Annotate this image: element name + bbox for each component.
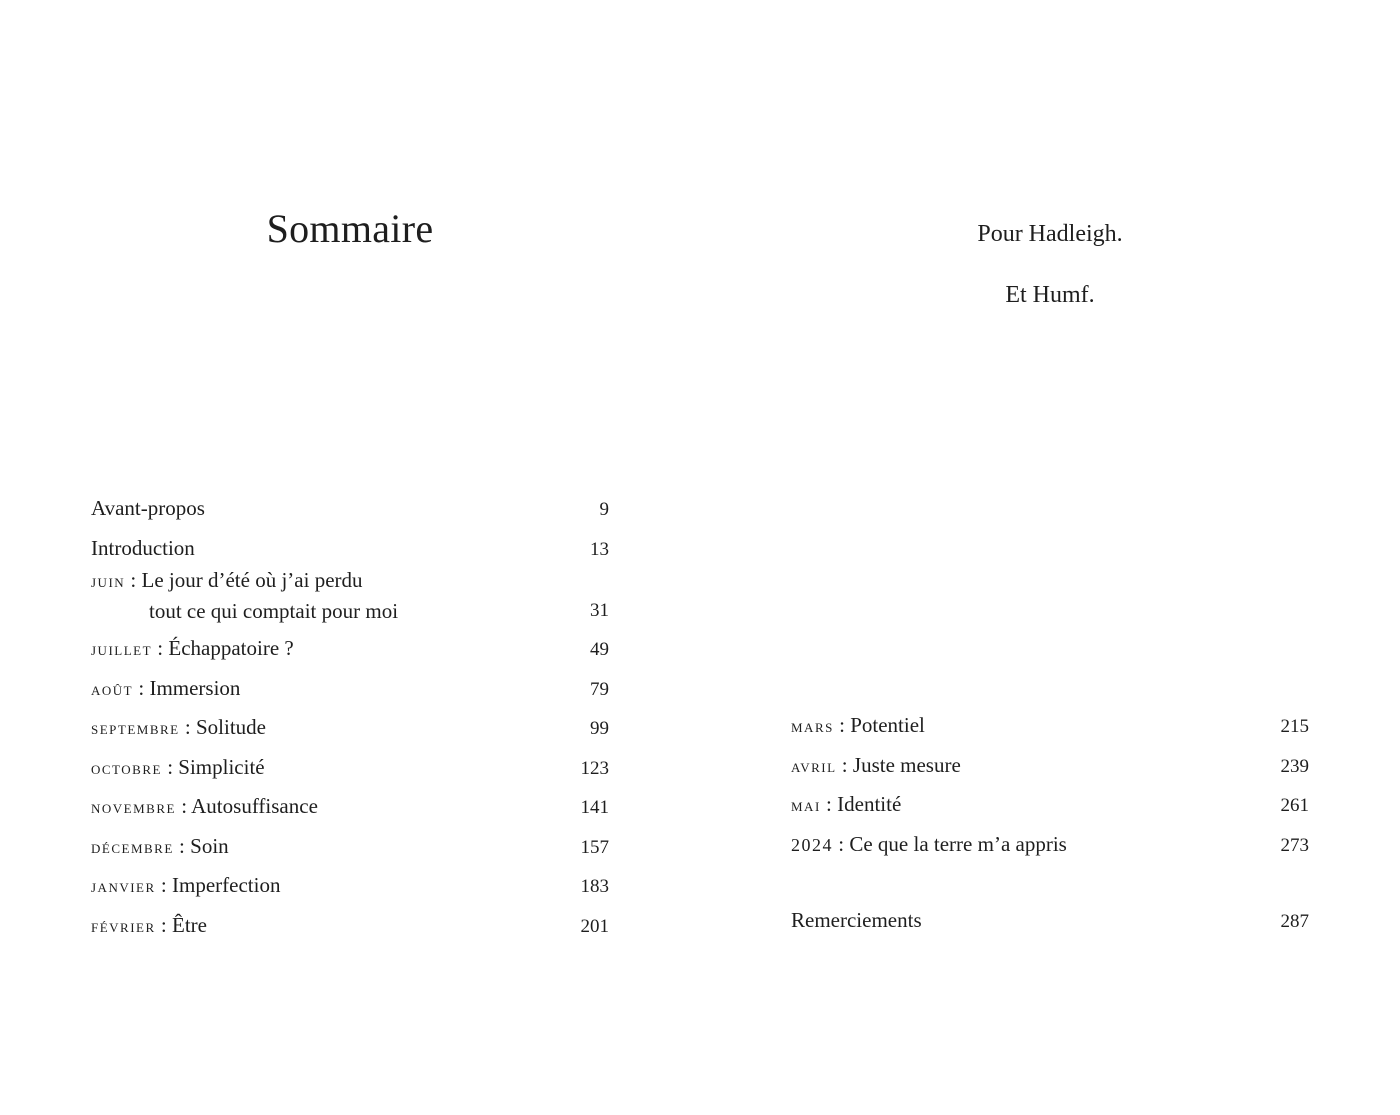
entry-title — [91, 831, 229, 862]
toc-entry-juin[interactable] — [91, 565, 609, 626]
table-of-contents — [91, 493, 609, 949]
entry-separator: : — [155, 912, 173, 937]
entry-label: Le jour d’été où j’ai perdu — [141, 567, 363, 592]
dedication-line: Pour Hadleigh. — [977, 221, 1123, 247]
toc-entry-septembre[interactable] — [91, 712, 609, 744]
toc-entry-remerciements[interactable] — [791, 905, 1309, 937]
toc-entry-mars[interactable] — [791, 710, 1309, 742]
entry-label: Autosuffisance — [191, 794, 318, 818]
entry-page-number: 99 — [590, 718, 609, 739]
toc-entry-octobre[interactable] — [91, 752, 609, 784]
entry-page-number: 239 — [1280, 755, 1309, 777]
entry-page-number: 183 — [580, 876, 609, 897]
entry-label: Imperfection — [172, 873, 281, 897]
entry-separator: : — [125, 567, 142, 592]
entry-label: Simplicité — [178, 754, 265, 779]
toc-entry-avril[interactable] — [791, 750, 1309, 782]
entry-label: Être — [172, 912, 207, 937]
entry-title — [91, 791, 318, 822]
toc-entry-introduction[interactable] — [91, 533, 609, 565]
entry-page-number: 13 — [590, 538, 609, 560]
entry-page-number: 273 — [1280, 834, 1309, 856]
entry-separator: : — [175, 794, 192, 818]
entry-separator: : — [836, 752, 853, 777]
entry-title — [791, 750, 961, 781]
toc-entry-avant-propos[interactable] — [91, 493, 609, 525]
entry-separator: : — [173, 833, 191, 858]
toc-entry-novembre[interactable] — [91, 791, 609, 823]
entry-label-continuation: tout ce qui comptait pour moi — [149, 598, 399, 623]
entry-page-number: 157 — [580, 836, 609, 858]
entry-title — [791, 789, 901, 820]
toc-entry-fevrier[interactable] — [91, 910, 609, 942]
entry-page-number: 201 — [580, 915, 609, 937]
entry-page-number: 79 — [590, 678, 609, 700]
entry-title — [91, 910, 207, 941]
toc-entry-janvier[interactable] — [91, 870, 609, 902]
entry-month: août — [91, 678, 134, 699]
entry-label: Avant-propos — [91, 496, 205, 520]
entry-month: juillet — [91, 639, 153, 659]
entry-month: décembre — [91, 836, 174, 857]
entry-month: novembre — [91, 797, 176, 817]
entry-label: Introduction — [91, 535, 195, 560]
toc-entry-decembre[interactable] — [91, 831, 609, 863]
entry-month: juin — [91, 570, 126, 591]
entry-title — [791, 829, 1067, 860]
toc-entry-mai[interactable] — [791, 789, 1309, 821]
entry-title — [91, 673, 240, 704]
toc-entry-juillet[interactable] — [91, 633, 609, 665]
entry-separator: : — [179, 715, 196, 739]
entry-label: Solitude — [195, 715, 266, 739]
entry-separator: : — [133, 675, 150, 700]
entry-label: Potentiel — [850, 713, 925, 737]
entry-page-number: 215 — [1280, 716, 1309, 737]
entry-title — [91, 712, 266, 743]
entry-title — [91, 633, 294, 664]
entry-separator: : — [161, 754, 179, 779]
entry-page-number: 9 — [599, 499, 609, 520]
entry-label: Ce que la terre m’a appris — [849, 831, 1067, 856]
entry-separator: : — [820, 792, 838, 816]
entry-page-number: 123 — [580, 757, 609, 779]
entry-title — [91, 565, 363, 596]
entry-label: Identité — [837, 792, 902, 816]
entry-month: mars — [791, 716, 834, 736]
entry-month: février — [91, 915, 156, 936]
section-spacer — [791, 868, 1309, 905]
entry-month: septembre — [91, 718, 180, 738]
page-title: Sommaire — [266, 206, 434, 251]
entry-page-number: 261 — [1280, 795, 1309, 816]
dedication-line: Et Humf. — [1005, 282, 1095, 308]
toc-entry-aout[interactable] — [91, 673, 609, 705]
entry-month: mai — [791, 795, 821, 815]
entry-continuation-line — [91, 596, 609, 626]
entry-label: Remerciements — [791, 908, 922, 932]
entry-month: octobre — [91, 757, 162, 778]
entry-label: Échappatoire ? — [168, 636, 294, 660]
entry-month: janvier — [91, 876, 156, 896]
right-page — [700, 0, 1400, 1115]
entry-title — [91, 752, 265, 783]
entry-separator: : — [833, 713, 851, 737]
entry-label: Immersion — [149, 675, 241, 700]
entry-label: Juste mesure — [852, 752, 961, 777]
toc-entry-2024[interactable] — [791, 829, 1309, 861]
entry-page-number: 141 — [580, 797, 609, 818]
entry-separator: : — [833, 831, 850, 856]
entry-month: avril — [791, 755, 837, 776]
entry-month: 2024 — [791, 834, 833, 855]
entry-separator: : — [152, 636, 169, 660]
entry-title — [791, 710, 925, 741]
entry-page-number: 287 — [1280, 911, 1309, 932]
entry-label: Soin — [190, 833, 229, 858]
entry-title — [91, 870, 280, 901]
entry-separator: : — [155, 873, 173, 897]
table-of-contents-continued — [791, 710, 1309, 945]
entry-page-number: 49 — [590, 639, 609, 660]
entry-page-number: 31 — [590, 599, 609, 621]
